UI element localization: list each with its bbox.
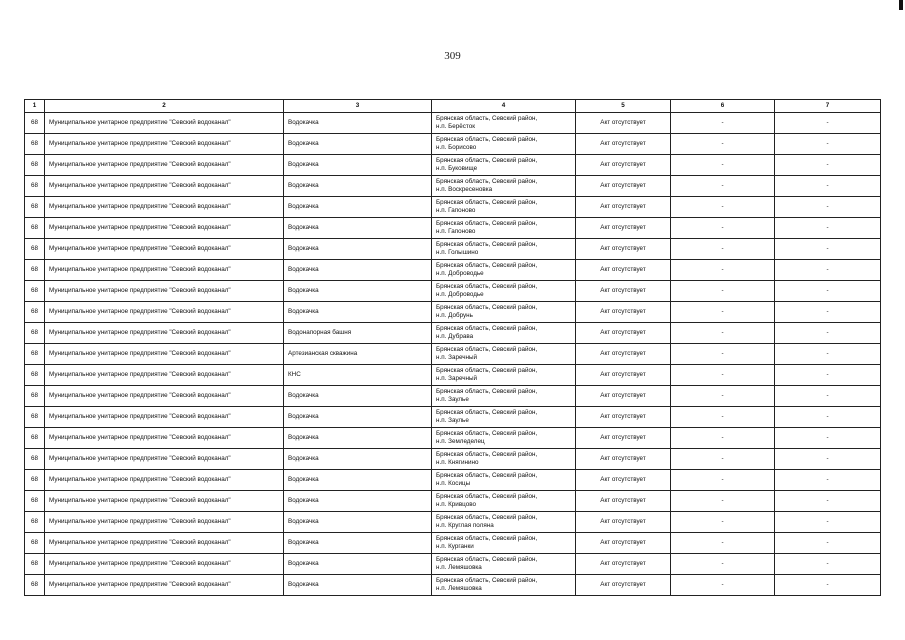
address-settlement-line: н.п. Круглая поляна [436, 522, 494, 529]
registry-table [24, 99, 881, 596]
column-6-cell: - [671, 281, 775, 302]
row-number-cell: 68 [25, 113, 45, 134]
table-row [25, 386, 881, 407]
table-row [25, 281, 881, 302]
table-row [25, 239, 881, 260]
address-settlement-line: н.п. Берёсток [436, 123, 475, 130]
object-cell: Водонапорная башня [284, 323, 432, 344]
organization-cell: Муниципальное унитарное предприятие "Севский водоканал" [45, 239, 284, 260]
address-settlement-line: н.п. Заулье [436, 396, 469, 403]
address-cell [432, 155, 576, 176]
address-cell [432, 218, 576, 239]
row-number-cell: 68 [25, 197, 45, 218]
table-row [25, 575, 881, 596]
object-cell: Водокачка [284, 407, 432, 428]
object-cell: Водокачка [284, 554, 432, 575]
table-row [25, 533, 881, 554]
organization-cell: Муниципальное унитарное предприятие "Севский водоканал" [45, 344, 284, 365]
act-status-cell: Акт отсутствует [576, 533, 671, 554]
organization-cell: Муниципальное унитарное предприятие "Севский водоканал" [45, 302, 284, 323]
address-region-line: Брянская область, Севский район, [436, 240, 538, 248]
column-6-cell: - [671, 449, 775, 470]
act-status-cell: Акт отсутствует [576, 323, 671, 344]
row-number-cell: 68 [25, 134, 45, 155]
row-number-cell: 68 [25, 260, 45, 281]
address-region-line: Брянская область, Севский район, [436, 282, 538, 290]
row-number-cell: 68 [25, 281, 45, 302]
act-status-cell: Акт отсутствует [576, 260, 671, 281]
table-row [25, 428, 881, 449]
object-cell: Водокачка [284, 575, 432, 596]
object-cell: Водокачка [284, 470, 432, 491]
column-7-cell: - [775, 239, 881, 260]
object-cell: Водокачка [284, 176, 432, 197]
column-7-cell: - [775, 281, 881, 302]
column-6-cell: - [671, 302, 775, 323]
column-header-5: 5 [576, 100, 671, 113]
address-settlement-line: н.п. Заречный [436, 354, 478, 361]
address-cell [432, 470, 576, 491]
address-settlement-line: н.п. Голышино [436, 249, 479, 256]
column-6-cell: - [671, 491, 775, 512]
column-7-cell: - [775, 113, 881, 134]
table-row [25, 302, 881, 323]
object-cell: Водокачка [284, 302, 432, 323]
address-region-line: Брянская область, Севский район, [436, 345, 538, 353]
column-6-cell: - [671, 218, 775, 239]
address-cell [432, 239, 576, 260]
address-cell [432, 134, 576, 155]
address-region-line: Брянская область, Севский район, [436, 387, 538, 395]
column-6-cell: - [671, 344, 775, 365]
table-row [25, 155, 881, 176]
column-6-cell: - [671, 470, 775, 491]
address-cell [432, 260, 576, 281]
address-region-line: Брянская область, Севский район, [436, 177, 538, 185]
act-status-cell: Акт отсутствует [576, 197, 671, 218]
address-settlement-line: н.п. Воскресеновка [436, 186, 493, 193]
act-status-cell: Акт отсутствует [576, 155, 671, 176]
address-region-line: Брянская область, Севский район, [436, 576, 538, 584]
address-cell [432, 176, 576, 197]
organization-cell: Муниципальное унитарное предприятие "Севский водоканал" [45, 218, 284, 239]
column-header-1: 1 [25, 100, 45, 113]
object-cell: Водокачка [284, 197, 432, 218]
address-cell [432, 344, 576, 365]
column-6-cell: - [671, 197, 775, 218]
act-status-cell: Акт отсутствует [576, 365, 671, 386]
act-status-cell: Акт отсутствует [576, 281, 671, 302]
object-cell: Водокачка [284, 533, 432, 554]
address-region-line: Брянская область, Севский район, [436, 219, 538, 227]
column-7-cell: - [775, 470, 881, 491]
scan-edge-mark [899, 0, 903, 10]
column-6-cell: - [671, 533, 775, 554]
object-cell: КНС [284, 365, 432, 386]
row-number-cell: 68 [25, 176, 45, 197]
column-6-cell: - [671, 554, 775, 575]
table-row [25, 197, 881, 218]
column-header-6: 6 [671, 100, 775, 113]
address-settlement-line: н.п. Гапоново [436, 207, 476, 214]
column-7-cell: - [775, 344, 881, 365]
address-region-line: Брянская область, Севский район, [436, 408, 538, 416]
organization-cell: Муниципальное унитарное предприятие "Севский водоканал" [45, 176, 284, 197]
column-6-cell: - [671, 323, 775, 344]
row-number-cell: 68 [25, 575, 45, 596]
column-7-cell: - [775, 323, 881, 344]
address-cell [432, 113, 576, 134]
act-status-cell: Акт отсутствует [576, 176, 671, 197]
address-settlement-line: н.п. Лемяшовка [436, 564, 482, 571]
act-status-cell: Акт отсутствует [576, 302, 671, 323]
organization-cell: Муниципальное унитарное предприятие "Севский водоканал" [45, 491, 284, 512]
organization-cell: Муниципальное унитарное предприятие "Севский водоканал" [45, 449, 284, 470]
column-header-7: 7 [775, 100, 881, 113]
organization-cell: Муниципальное унитарное предприятие "Севский водоканал" [45, 386, 284, 407]
act-status-cell: Акт отсутствует [576, 239, 671, 260]
address-region-line: Брянская область, Севский район, [436, 450, 538, 458]
object-cell: Водокачка [284, 281, 432, 302]
column-6-cell: - [671, 386, 775, 407]
organization-cell: Муниципальное унитарное предприятие "Севский водоканал" [45, 533, 284, 554]
table-row [25, 449, 881, 470]
address-settlement-line: н.п. Лемяшовка [436, 585, 482, 592]
object-cell: Водокачка [284, 491, 432, 512]
object-cell: Водокачка [284, 218, 432, 239]
table-row [25, 554, 881, 575]
address-cell [432, 386, 576, 407]
row-number-cell: 68 [25, 512, 45, 533]
address-settlement-line: н.п. Земледелец [436, 438, 485, 445]
object-cell: Водокачка [284, 239, 432, 260]
row-number-cell: 68 [25, 323, 45, 344]
organization-cell: Муниципальное унитарное предприятие "Севский водоканал" [45, 575, 284, 596]
table-row [25, 470, 881, 491]
organization-cell: Муниципальное унитарное предприятие "Севский водоканал" [45, 428, 284, 449]
address-region-line: Брянская область, Севский район, [436, 555, 538, 563]
address-settlement-line: н.п. Княгинино [436, 459, 479, 466]
address-cell [432, 575, 576, 596]
column-6-cell: - [671, 155, 775, 176]
act-status-cell: Акт отсутствует [576, 428, 671, 449]
address-settlement-line: н.п. Курганки [436, 543, 474, 550]
address-cell [432, 407, 576, 428]
organization-cell: Муниципальное унитарное предприятие "Севский водоканал" [45, 470, 284, 491]
table-row [25, 218, 881, 239]
object-cell: Водокачка [284, 449, 432, 470]
table-row [25, 323, 881, 344]
column-7-cell: - [775, 302, 881, 323]
organization-cell: Муниципальное унитарное предприятие "Севский водоканал" [45, 323, 284, 344]
column-7-cell: - [775, 386, 881, 407]
row-number-cell: 68 [25, 344, 45, 365]
row-number-cell: 68 [25, 365, 45, 386]
act-status-cell: Акт отсутствует [576, 491, 671, 512]
address-cell [432, 197, 576, 218]
organization-cell: Муниципальное унитарное предприятие "Севский водоканал" [45, 134, 284, 155]
address-settlement-line: н.п. Косицы [436, 480, 471, 487]
header-row [25, 100, 881, 113]
address-cell [432, 449, 576, 470]
act-status-cell: Акт отсутствует [576, 554, 671, 575]
address-settlement-line: н.п. Добрунь [436, 312, 473, 319]
column-7-cell: - [775, 575, 881, 596]
column-6-cell: - [671, 176, 775, 197]
organization-cell: Муниципальное унитарное предприятие "Севский водоканал" [45, 407, 284, 428]
table-row [25, 113, 881, 134]
column-7-cell: - [775, 365, 881, 386]
row-number-cell: 68 [25, 302, 45, 323]
table-row [25, 176, 881, 197]
address-settlement-line: н.п. Кривцово [436, 501, 476, 508]
address-region-line: Брянская область, Севский район, [436, 135, 538, 143]
act-status-cell: Акт отсутствует [576, 218, 671, 239]
act-status-cell: Акт отсутствует [576, 512, 671, 533]
address-region-line: Брянская область, Севский район, [436, 534, 538, 542]
column-6-cell: - [671, 134, 775, 155]
table-body [25, 113, 881, 596]
act-status-cell: Акт отсутствует [576, 386, 671, 407]
address-cell [432, 302, 576, 323]
act-status-cell: Акт отсутствует [576, 470, 671, 491]
address-cell [432, 323, 576, 344]
row-number-cell: 68 [25, 428, 45, 449]
column-6-cell: - [671, 239, 775, 260]
column-header-3: 3 [284, 100, 432, 113]
address-settlement-line: н.п. Буковище [436, 165, 478, 172]
column-7-cell: - [775, 554, 881, 575]
column-6-cell: - [671, 428, 775, 449]
act-status-cell: Акт отсутствует [576, 449, 671, 470]
row-number-cell: 68 [25, 218, 45, 239]
address-cell [432, 491, 576, 512]
table-row [25, 512, 881, 533]
address-settlement-line: н.п. Заречный [436, 375, 478, 382]
column-6-cell: - [671, 365, 775, 386]
row-number-cell: 68 [25, 491, 45, 512]
address-settlement-line: н.п. Доброводье [436, 291, 484, 298]
row-number-cell: 68 [25, 449, 45, 470]
column-7-cell: - [775, 512, 881, 533]
act-status-cell: Акт отсутствует [576, 113, 671, 134]
table-row [25, 134, 881, 155]
address-settlement-line: н.п. Доброводье [436, 270, 484, 277]
address-settlement-line: н.п. Борисово [436, 144, 477, 151]
row-number-cell: 68 [25, 554, 45, 575]
column-7-cell: - [775, 428, 881, 449]
column-6-cell: - [671, 407, 775, 428]
organization-cell: Муниципальное унитарное предприятие "Севский водоканал" [45, 197, 284, 218]
table-row [25, 365, 881, 386]
organization-cell: Муниципальное унитарное предприятие "Севский водоканал" [45, 260, 284, 281]
column-6-cell: - [671, 260, 775, 281]
table-row [25, 491, 881, 512]
column-7-cell: - [775, 155, 881, 176]
address-cell [432, 281, 576, 302]
address-settlement-line: н.п. Гапоново [436, 228, 476, 235]
column-6-cell: - [671, 113, 775, 134]
address-region-line: Брянская область, Севский район, [436, 324, 538, 332]
address-region-line: Брянская область, Севский район, [436, 114, 538, 122]
row-number-cell: 68 [25, 470, 45, 491]
column-7-cell: - [775, 407, 881, 428]
column-7-cell: - [775, 260, 881, 281]
act-status-cell: Акт отсутствует [576, 134, 671, 155]
organization-cell: Муниципальное унитарное предприятие "Севский водоканал" [45, 365, 284, 386]
address-cell [432, 554, 576, 575]
column-7-cell: - [775, 491, 881, 512]
object-cell: Водокачка [284, 155, 432, 176]
column-6-cell: - [671, 512, 775, 533]
organization-cell: Муниципальное унитарное предприятие "Севский водоканал" [45, 554, 284, 575]
address-cell [432, 512, 576, 533]
address-cell [432, 365, 576, 386]
row-number-cell: 68 [25, 155, 45, 176]
address-settlement-line: н.п. Заулье [436, 417, 469, 424]
page-number: 309 [444, 50, 461, 62]
address-region-line: Брянская область, Севский район, [436, 492, 538, 500]
column-7-cell: - [775, 218, 881, 239]
column-6-cell: - [671, 575, 775, 596]
address-cell [432, 428, 576, 449]
organization-cell: Муниципальное унитарное предприятие "Севский водоканал" [45, 281, 284, 302]
row-number-cell: 68 [25, 239, 45, 260]
organization-cell: Муниципальное унитарное предприятие "Севский водоканал" [45, 113, 284, 134]
address-region-line: Брянская область, Севский район, [436, 366, 538, 374]
object-cell: Водокачка [284, 428, 432, 449]
object-cell: Водокачка [284, 512, 432, 533]
row-number-cell: 68 [25, 386, 45, 407]
address-region-line: Брянская область, Севский район, [436, 513, 538, 521]
act-status-cell: Акт отсутствует [576, 407, 671, 428]
table-row [25, 260, 881, 281]
table-row [25, 407, 881, 428]
object-cell: Водокачка [284, 113, 432, 134]
column-header-4: 4 [432, 100, 576, 113]
organization-cell: Муниципальное унитарное предприятие "Севский водоканал" [45, 512, 284, 533]
address-region-line: Брянская область, Севский район, [436, 198, 538, 206]
address-region-line: Брянская область, Севский район, [436, 261, 538, 269]
object-cell: Водокачка [284, 260, 432, 281]
address-region-line: Брянская область, Севский район, [436, 156, 538, 164]
object-cell: Водокачка [284, 134, 432, 155]
column-7-cell: - [775, 134, 881, 155]
row-number-cell: 68 [25, 407, 45, 428]
column-7-cell: - [775, 449, 881, 470]
address-settlement-line: н.п. Дубрава [436, 333, 474, 340]
address-region-line: Брянская область, Севский район, [436, 429, 538, 437]
address-region-line: Брянская область, Севский район, [436, 471, 538, 479]
organization-cell: Муниципальное унитарное предприятие "Севский водоканал" [45, 155, 284, 176]
column-7-cell: - [775, 197, 881, 218]
column-7-cell: - [775, 533, 881, 554]
object-cell: Артезианская скважина [284, 344, 432, 365]
object-cell: Водокачка [284, 386, 432, 407]
act-status-cell: Акт отсутствует [576, 344, 671, 365]
column-7-cell: - [775, 176, 881, 197]
column-header-2: 2 [45, 100, 284, 113]
address-region-line: Брянская область, Севский район, [436, 303, 538, 311]
address-cell [432, 533, 576, 554]
row-number-cell: 68 [25, 533, 45, 554]
table-row [25, 344, 881, 365]
act-status-cell: Акт отсутствует [576, 575, 671, 596]
